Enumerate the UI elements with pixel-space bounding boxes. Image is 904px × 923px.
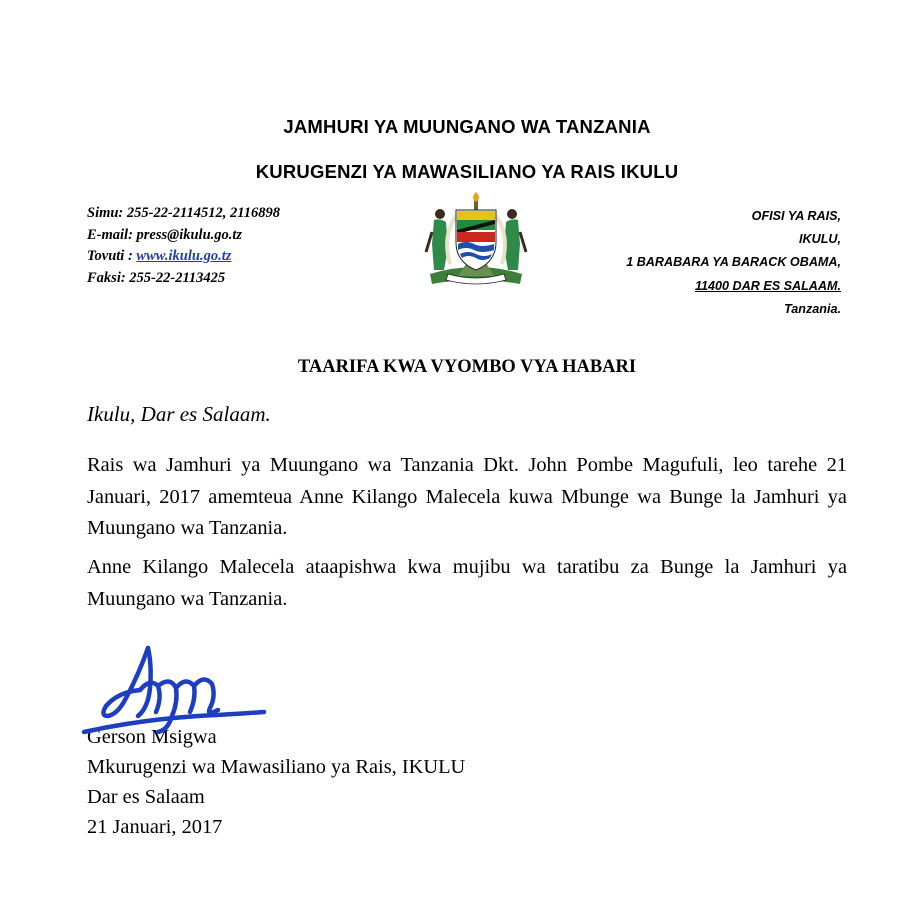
signatory-position: Mkurugenzi wa Mawasiliano ya Rais, IKULU bbox=[87, 756, 466, 778]
header-title-republic: JAMHURI YA MUUNGANO WA TANZANIA bbox=[283, 116, 651, 137]
press-release-title: TAARIFA KWA VYOMBO VYA HABARI bbox=[297, 357, 637, 377]
contact-fax: Faksi: 255-22-2113425 bbox=[87, 269, 226, 286]
body-paragraph-1: Rais wa Jamhuri ya Muungano wa Tanzania Dkt. John Pombe Magufuli, leo tarehe 21 Januari, 2017 amemteua Anne Kilango Malecela kuwa Mbunge wa Bunge la Jamhuri ya Muungano wa Tanzania. bbox=[87, 454, 847, 539]
address-line-2: IKULU, bbox=[799, 232, 841, 247]
body-paragraph-2: Anne Kilango Malecela ataapishwa kwa mujibu wa taratibu za Bunge la Jamhuri ya Muungano wa Tanzania. bbox=[87, 556, 847, 610]
website-link[interactable]: www.ikulu.go.tz bbox=[136, 248, 232, 264]
address-line-4: 11400 DAR ES SALAAM. bbox=[694, 278, 841, 293]
signature-date: 21 Januari, 2017 bbox=[87, 816, 223, 838]
address-line-3: 1 BARABARA YA BARACK OBAMA, bbox=[626, 255, 841, 270]
contact-website bbox=[87, 246, 280, 268]
address-block bbox=[626, 205, 841, 321]
signatory-name: Gerson Msigwa bbox=[87, 726, 217, 748]
signature-city: Dar es Salaam bbox=[87, 786, 205, 808]
contact-phone: Simu: 255-22-2114512, 2116898 bbox=[87, 205, 280, 221]
contact-website-label: Tovuti : bbox=[87, 248, 133, 264]
contact-email: E-mail: press@ikulu.go.tz bbox=[87, 226, 243, 243]
address-line-1: OFISI YA RAIS, bbox=[751, 209, 841, 223]
handwritten-signature bbox=[78, 636, 270, 746]
address-line-5: Tanzania. bbox=[784, 301, 841, 316]
header-title-directorate: KURUGENZI YA MAWASILIANO YA RAIS IKULU bbox=[255, 161, 679, 182]
contact-block bbox=[87, 203, 280, 289]
dateline-place: Ikulu, Dar es Salaam. bbox=[87, 402, 271, 426]
signature-strokes bbox=[84, 648, 264, 732]
coat-of-arms-icon bbox=[420, 192, 532, 292]
